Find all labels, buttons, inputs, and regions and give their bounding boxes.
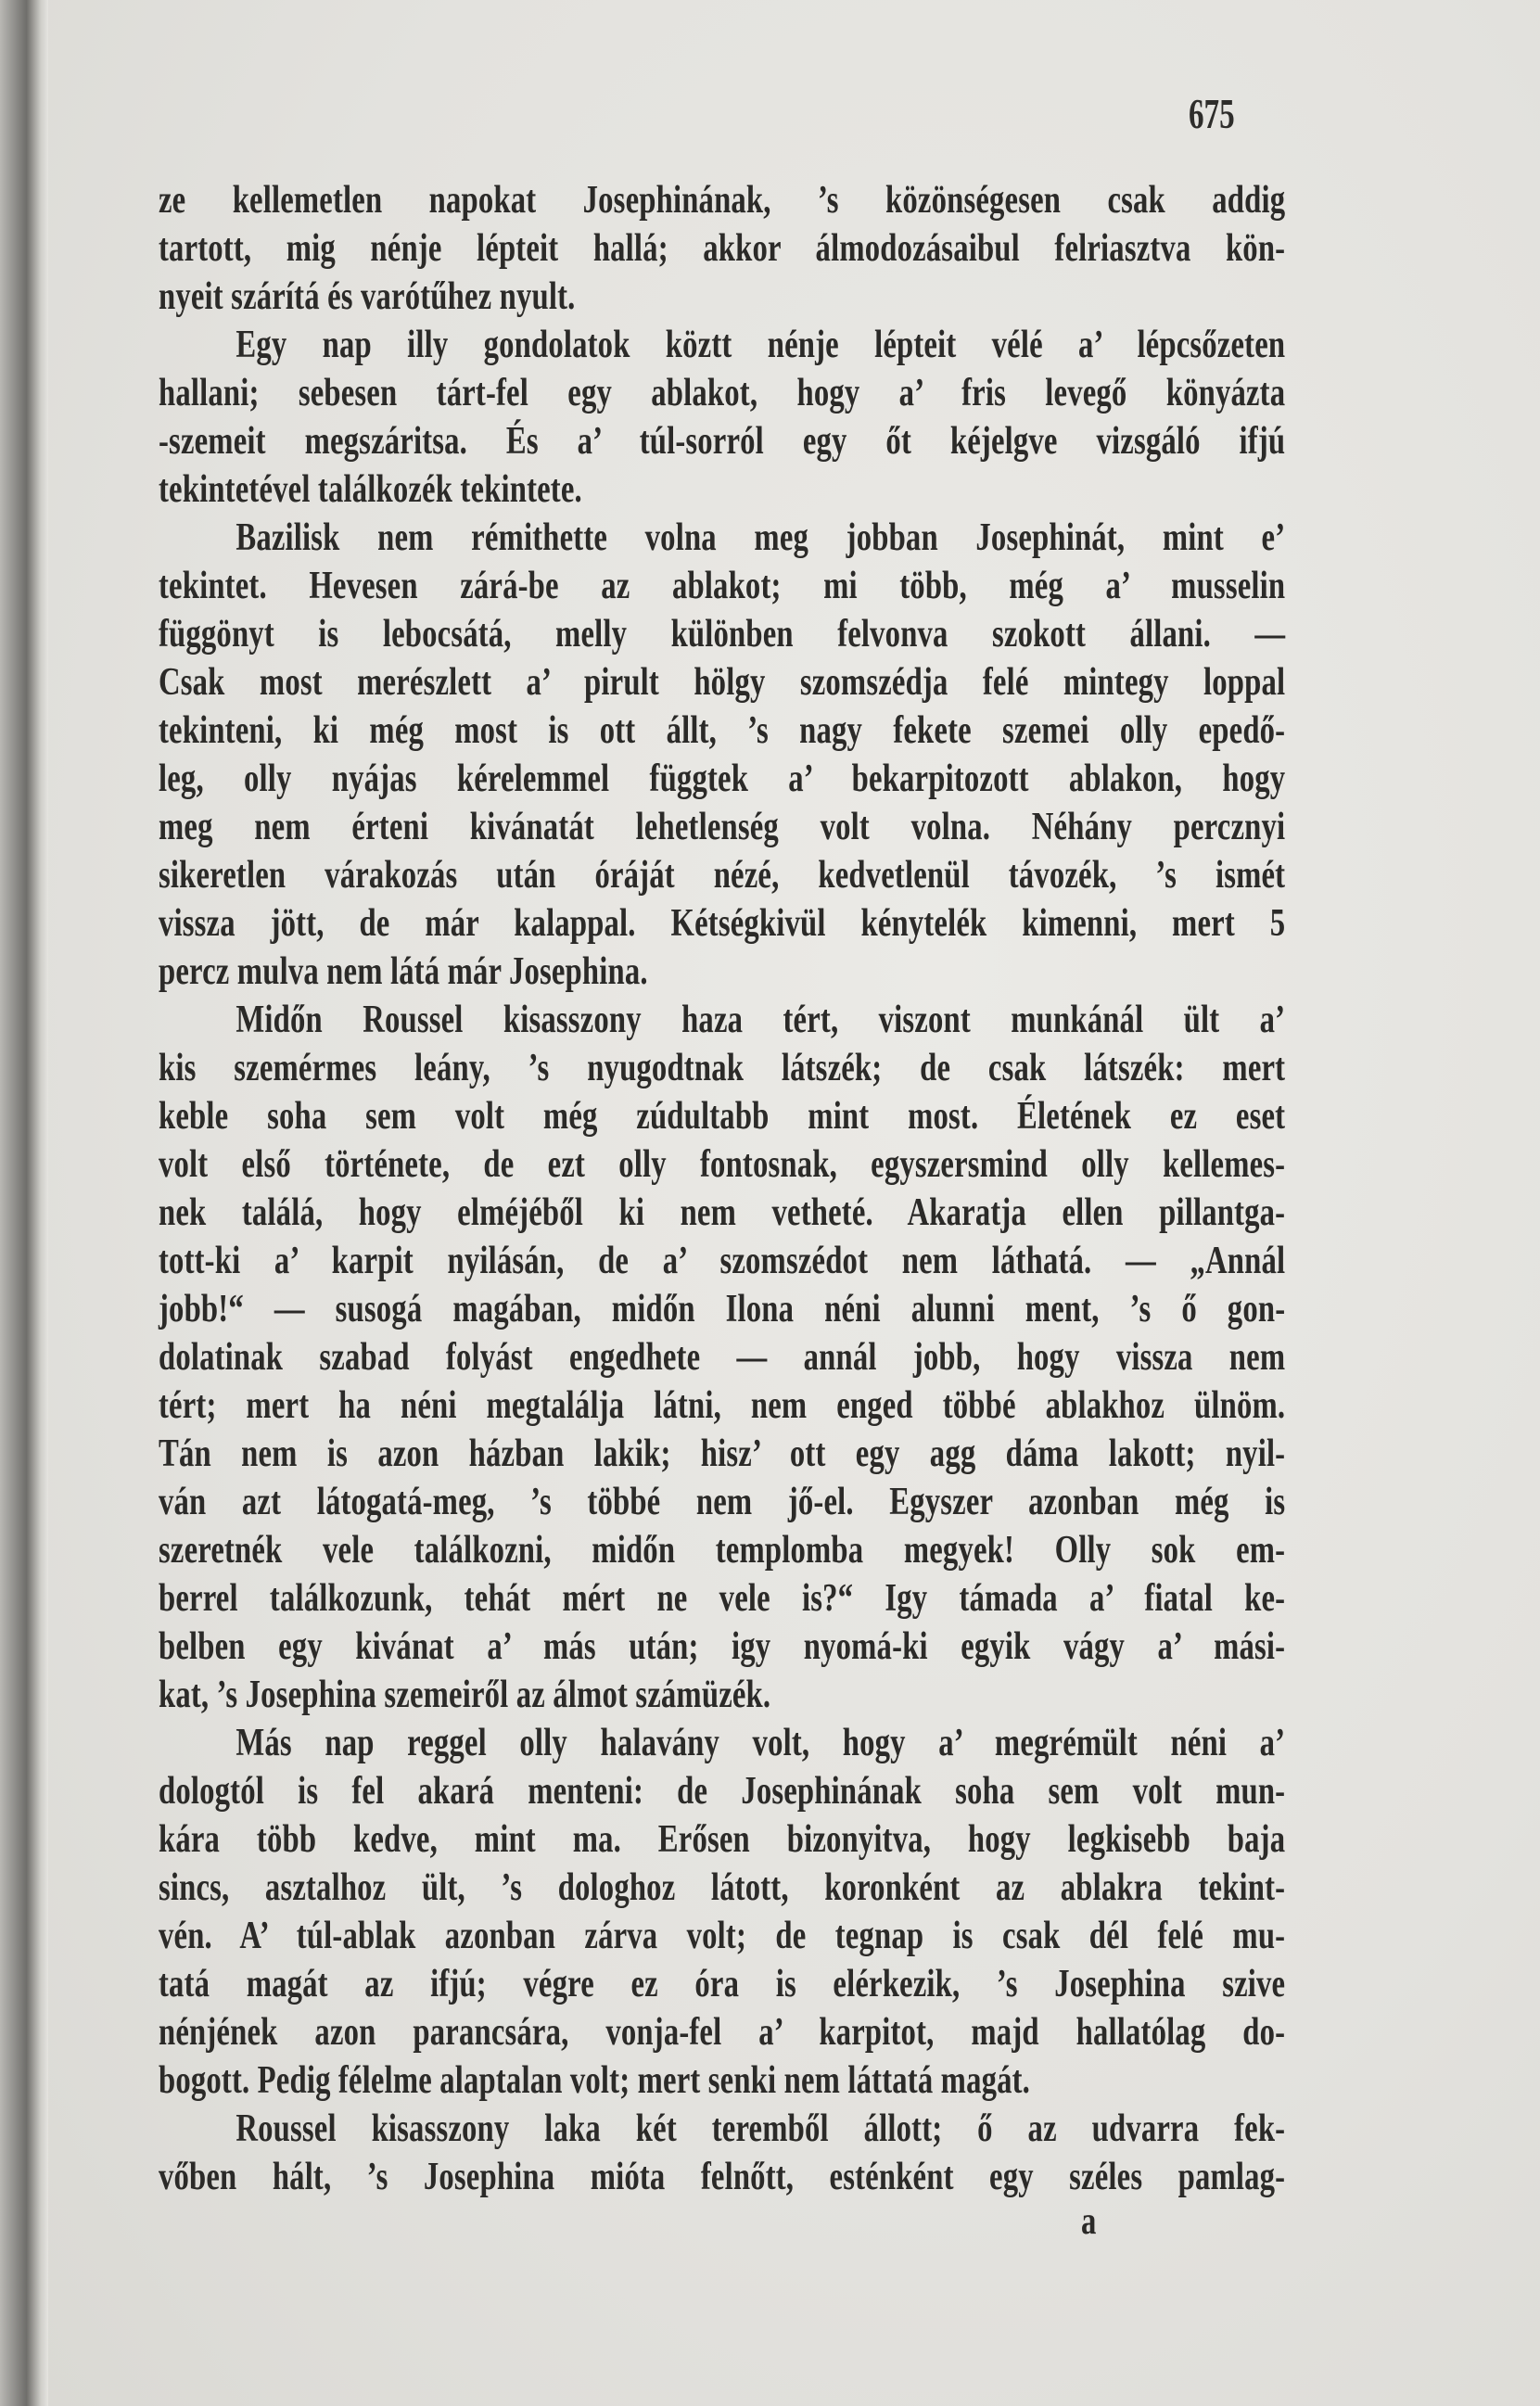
paragraph (159, 2105, 1285, 2201)
text-line: berrel találkozunk, tehát mért ne vele is?“ Igy támada a’ fiatal ke- (159, 1577, 1286, 1620)
text-line: leg, olly nyájas kérelemmel függtek a’ bekarpitozott ablakon, hogy (159, 757, 1286, 800)
text-line: keble soha sem volt még zúdultabb mint most. Életének ez eset (159, 1095, 1286, 1138)
paragraph (159, 321, 1285, 514)
text-line: jobb!“ — susogá magában, midőn Ilona néni alunni ment, ’s ő gon- (159, 1288, 1286, 1330)
text-line: meg nem érteni kivánatát lehetlenség volt volna. Néhány percznyi (159, 806, 1286, 848)
page-number: 675 (1189, 90, 1235, 137)
paragraph (159, 514, 1285, 996)
book-spine-shadow (0, 0, 48, 2406)
text-line: kis szemérmes leány, ’s nyugodtnak látszék; de csak látszék: mert (159, 1047, 1286, 1089)
text-line: ván azt látogatá-meg, ’s többé nem jő-el. Egyszer azonban még is (159, 1481, 1286, 1523)
text-line: Csak most merészlett a’ pirult hölgy szomszédja felé mintegy loppal (159, 661, 1286, 704)
text-line: Más nap reggel olly halavány volt, hogy a’ megrémült néni a’ (235, 1722, 1286, 1764)
text-line: tott-ki a’ karpit nyilásán, de a’ szomszédot nem láthatá. — „Annál (159, 1240, 1286, 1282)
text-line: nek találá, hogy elméjéből ki nem vetheté. Akaratja ellen pillantga- (159, 1191, 1286, 1234)
catchword: a (1081, 2200, 1097, 2243)
text-line: dologtól is fel akará menteni: de Josephinának soha sem volt mun- (159, 1770, 1286, 1813)
text-line: Midőn Roussel kisasszony haza tért, viszont munkánál ült a’ (235, 999, 1286, 1041)
paragraph (159, 996, 1285, 1719)
text-line: tért; mert ha néni megtalálja látni, nem enged többé ablakhoz ülnöm. (159, 1384, 1286, 1427)
paragraph (159, 176, 1285, 321)
text-line: vissza jött, de már kalappal. Kétségkivül kénytelék kimenni, mert 5 (159, 902, 1286, 945)
text-line: tekinteni, ki még most is ott állt, ’s nagy fekete szemei olly epedő- (159, 709, 1286, 752)
body-text (159, 176, 1285, 2201)
text-line: kat, ’s Josephina szemeiről az álmot számüzék. (159, 1674, 771, 1716)
text-line: vőben hált, ’s Josephina mióta felnőtt, esténként egy széles pamlag- (159, 2156, 1286, 2198)
text-line: -szemeit megszáritsa. És a’ túl-sorról egy őt kéjelgve vizsgáló ifjú (159, 420, 1286, 463)
text-line: dolatinak szabad folyást engedhete — annál jobb, hogy vissza nem (159, 1336, 1286, 1379)
text-line: tatá magát az ifjú; végre ez óra is elérkezik, ’s Josephina szive (159, 1963, 1286, 2005)
text-line: függönyt is lebocsátá, melly különben felvonva szokott állani. — (159, 613, 1286, 656)
text-line: percz mulva nem látá már Josephina. (159, 950, 648, 993)
text-line: ze kellemetlen napokat Josephinának, ’s közönségesen csak addig (159, 179, 1286, 222)
text-line: sikeretlen várakozás után óráját nézé, kedvetlenül távozék, ’s ismét (159, 854, 1286, 897)
text-line: sincs, asztalhoz ült, ’s dologhoz látott, koronként az ablakra tekint- (159, 1866, 1286, 1909)
text-line: szeretnék vele találkozni, midőn templomba megyek! Olly sok em- (159, 1529, 1286, 1572)
text-line: volt első története, de ezt olly fontosnak, egyszersmind olly kellemes- (159, 1143, 1286, 1186)
text-line: tekintet. Hevesen zárá-be az ablakot; mi több, még a’ musselin (159, 565, 1286, 607)
text-line: nyeit szárítá és varótűhez nyult. (159, 275, 576, 318)
text-line: bogott. Pedig félelme alaptalan volt; mert senki nem láttatá magát. (159, 2059, 1031, 2102)
text-line: kára több kedve, mint ma. Erősen bizonyitva, hogy legkisebb baja (159, 1818, 1286, 1861)
text-line: Bazilisk nem rémithette volna meg jobban Josephinát, mint e’ (235, 516, 1286, 559)
text-line: Egy nap illy gondolatok köztt nénje lépteit vélé a’ lépcsőzeten (235, 324, 1286, 366)
text-line: Tán nem is azon házban lakik; hisz’ ott egy agg dáma lakott; nyil- (159, 1432, 1286, 1475)
text-line: tekintetével találkozék tekintete. (159, 468, 582, 511)
text-line: nénjének azon parancsára, vonja-fel a’ karpitot, majd hallatólag do- (159, 2011, 1286, 2054)
text-line: vén. A’ túl-ablak azonban zárva volt; de tegnap is csak dél felé mu- (159, 1915, 1286, 1957)
paragraph (159, 1719, 1285, 2105)
text-line: tartott, mig nénje lépteit hallá; akkor álmodozásaibul felriasztva kön- (159, 227, 1286, 270)
text-line: belben egy kivánat a’ más után; igy nyomá-ki egyik vágy a’ mási- (159, 1625, 1286, 1668)
text-line: hallani; sebesen tárt-fel egy ablakot, hogy a’ fris levegő könyázta (159, 372, 1286, 414)
text-line: Roussel kisasszony laka két teremből állott; ő az udvarra fek- (235, 2107, 1286, 2150)
